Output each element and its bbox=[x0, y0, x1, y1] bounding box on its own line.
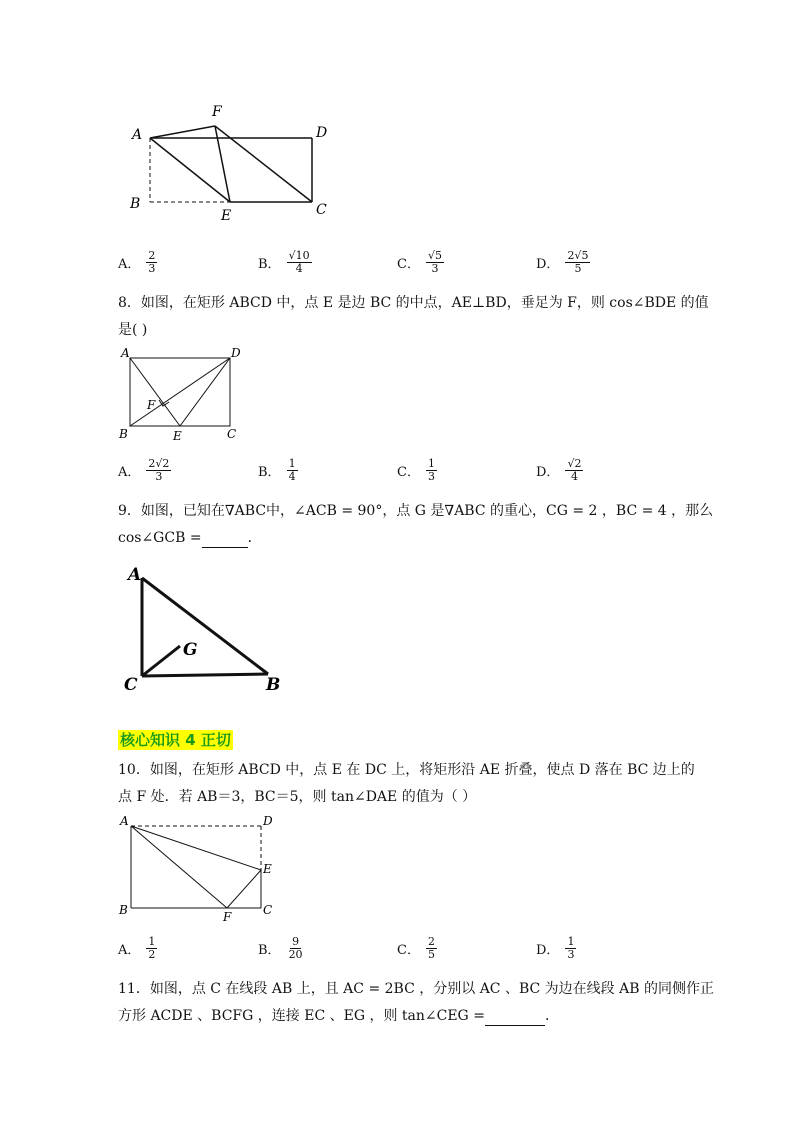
q8-option-d: D． $\frac{√2}{4}$ bbox=[536, 457, 582, 483]
label-E: E bbox=[221, 208, 232, 224]
q10-line2: 点 F 处．若 AB＝3，BC＝5，则 tan∠DAE 的值为（ ） bbox=[118, 789, 477, 805]
label-E: E bbox=[263, 862, 272, 876]
q10-option-c: C． $\frac{2}{5}$ bbox=[397, 935, 435, 961]
q8-option-a: A． $\frac{2√2}{3}$ bbox=[118, 457, 170, 483]
q9-line1: 9．如图，已知在∇ABC中，∠ACB = 90°，点 G 是∇ABC 的重心，CG = 2 ，BC = 4 ，那么 bbox=[118, 503, 714, 519]
q10-option-b: B． $\frac{9}{20}$ bbox=[258, 935, 303, 961]
q8-line1: 8．如图，在矩形 ABCD 中，点 E 是边 BC 的中点，AE⊥BD，垂足为 F，则 cos∠BDE 的值 bbox=[118, 295, 709, 311]
q7-option-d: D． $\frac{2√5}{5}$ bbox=[536, 249, 589, 275]
answer-blank[interactable] bbox=[202, 533, 248, 548]
label-B: B bbox=[119, 903, 128, 917]
label-G: G bbox=[183, 640, 198, 660]
label-B: B bbox=[266, 675, 281, 695]
label-F: F bbox=[147, 398, 156, 412]
answer-blank[interactable] bbox=[485, 1011, 545, 1026]
label-D: D bbox=[263, 814, 273, 828]
label-B: B bbox=[119, 427, 128, 441]
q7-option-b: B． $\frac{√10}{4}$ bbox=[258, 249, 310, 275]
q10-line1: 10．如图，在矩形 ABCD 中，点 E 在 DC 上，将矩形沿 AE 折叠，使点 D 落在 BC 边上的 bbox=[118, 762, 695, 778]
label-E: E bbox=[173, 429, 182, 443]
label-F: F bbox=[223, 910, 232, 924]
label-B: B bbox=[130, 196, 141, 212]
label-C: C bbox=[227, 427, 237, 441]
figure-q7 bbox=[120, 98, 340, 228]
figure-q9 bbox=[118, 560, 298, 695]
q8-option-b: B． $\frac{1}{4}$ bbox=[258, 457, 296, 483]
label-C: C bbox=[124, 675, 138, 695]
q7-option-c: C． $\frac{√5}{3}$ bbox=[397, 249, 442, 275]
figure-q8 bbox=[115, 343, 255, 443]
label-A: A bbox=[121, 346, 130, 360]
q8-line2: 是( ) bbox=[118, 322, 148, 338]
q10-option-d: D． $\frac{1}{3}$ bbox=[536, 935, 575, 961]
q10-option-a: A． $\frac{1}{2}$ bbox=[118, 935, 156, 961]
figure-q10 bbox=[115, 810, 285, 925]
section-heading: 核心知识 4 正切 bbox=[120, 731, 231, 749]
q9-line2: cos∠GCB = ． bbox=[118, 530, 262, 546]
label-A: A bbox=[128, 565, 142, 585]
label-A: A bbox=[120, 814, 129, 828]
q11-line2: 方形 ACDE 、BCFG ，连接 EC 、EG ，则 tan∠CEG = ． bbox=[118, 1008, 559, 1024]
label-F: F bbox=[212, 104, 222, 120]
label-C: C bbox=[263, 903, 273, 917]
q7-option-a: A． $\frac{2}{3}$ bbox=[118, 249, 156, 275]
q11-line1: 11．如图，点 C 在线段 AB 上，且 AC = 2BC ，分别以 AC 、BC 为边在线段 AB 的同侧作正 bbox=[118, 981, 714, 997]
label-D: D bbox=[316, 125, 328, 141]
label-D: D bbox=[231, 346, 241, 360]
label-A: A bbox=[132, 127, 143, 143]
label-C: C bbox=[316, 202, 327, 218]
q8-option-c: C． $\frac{1}{3}$ bbox=[397, 457, 435, 483]
